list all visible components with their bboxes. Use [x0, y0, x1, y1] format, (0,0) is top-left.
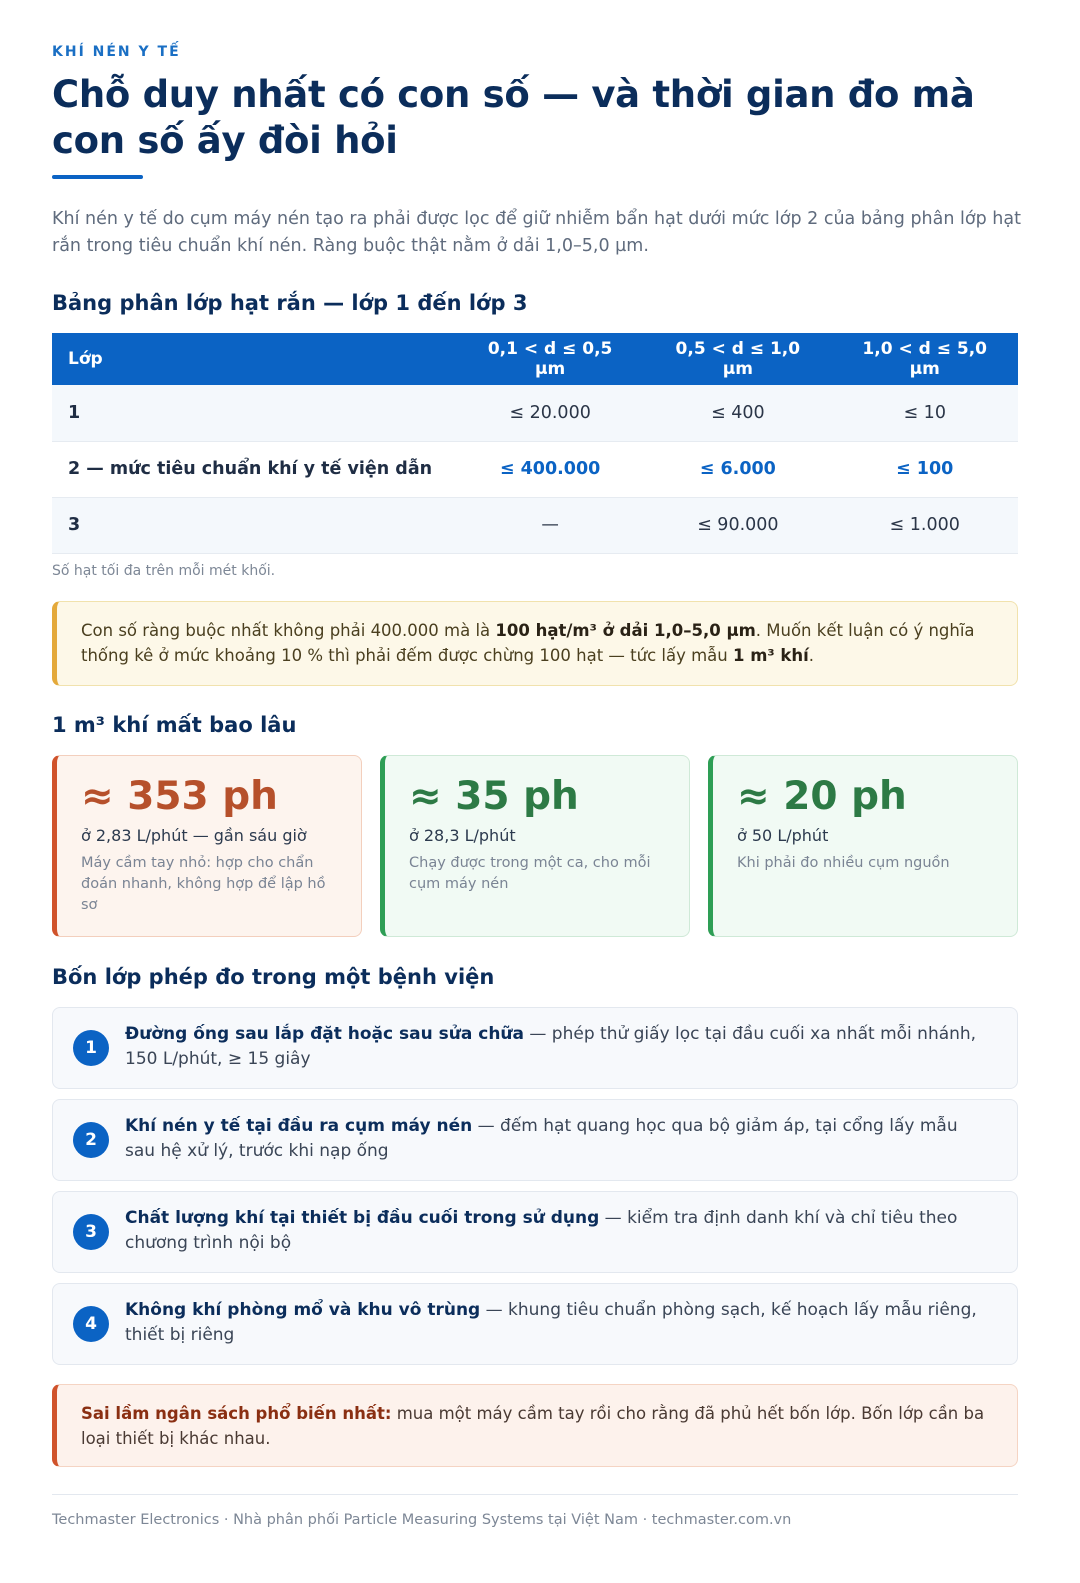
table-heading: Bảng phân lớp hạt rắn — lớp 1 đến lớp 3 [52, 291, 528, 315]
column-header: 1,0 < d ≤ 5,0 µm [831, 333, 1018, 385]
page-title: Chỗ duy nhất có con số — và thời gian đo mà con số ấy đòi hỏi [52, 73, 975, 162]
step-text: — phép thử giấy lọc tại đầu cuối xa nhất mỗi nhánh, 150 L/phút, ≥ 15 giây [125, 1024, 977, 1069]
title-underline [52, 175, 143, 179]
duration-value: ≈ 20 ph [737, 774, 907, 819]
callout-text: Con số ràng buộc nhất không phải 400.000 mà là [81, 621, 496, 640]
table-cell: ≤ 20.000 [456, 385, 644, 441]
table-cell: ≤ 400 [644, 385, 831, 441]
table-footnote: Số hạt tối đa trên mỗi mét khối. [52, 563, 276, 579]
table-cell-class: 1 [52, 385, 456, 441]
duration-card [52, 755, 362, 937]
lead-paragraph: Khí nén y tế do cụm máy nén tạo ra phải được lọc để giữ nhiễm bẩn hạt dưới mức lớp 2 của bảng phân lớp hạt rắn trong tiêu chuẩn khí nén. Ràng buộc thật nằm ở dải 1,0–5,0 µm. [52, 209, 1021, 256]
flow-rate: ở 50 L/phút [737, 826, 829, 845]
card-description: Chạy được trong một ca, cho mỗi cụm máy nén [409, 855, 651, 892]
table-row-highlighted [52, 441, 1018, 497]
callout-text: . Muốn kết luận có ý nghĩa thống kê ở mức khoảng 10 % thì phải đếm được chừng 100 hạt — tức lấy mẫu [81, 621, 975, 665]
particle-class-table [52, 333, 1018, 554]
callout-emphasis: 1 m³ khí [732, 646, 809, 665]
card-description: Máy cầm tay nhỏ: hợp cho chẩn đoán nhanh, không hợp để lập hồ sơ [81, 855, 326, 913]
measurement-layer-item [52, 1007, 1018, 1089]
step-number-badge: 4 [73, 1306, 109, 1342]
step-title: Chất lượng khí tại thiết bị đầu cuối trong sử dụng [125, 1208, 600, 1228]
table-cell-class: 3 [52, 497, 456, 553]
step-text: — đếm hạt quang học qua bộ giảm áp, tại cổng lấy mẫu sau hệ xử lý, trước khi nạp ống [125, 1116, 958, 1161]
error-callout [52, 1384, 1018, 1467]
footer-text: Techmaster Electronics · Nhà phân phối Particle Measuring Systems tại Việt Nam · techmaster.com.vn [52, 1512, 792, 1528]
column-header: 0,5 < d ≤ 1,0 µm [644, 333, 831, 385]
table-cell: ≤ 10 [831, 385, 1018, 441]
measurement-layer-item [52, 1283, 1018, 1365]
step-text: — khung tiêu chuẩn phòng sạch, kế hoạch lấy mẫu riêng, thiết bị riêng [125, 1300, 977, 1345]
flow-rate: ở 28,3 L/phút [409, 826, 516, 845]
table-cell: ≤ 6.000 [644, 441, 831, 497]
table-cell: ≤ 1.000 [831, 497, 1018, 553]
measurement-layer-item [52, 1191, 1018, 1273]
measurement-layer-item [52, 1099, 1018, 1181]
duration-heading: 1 m³ khí mất bao lâu [52, 713, 297, 737]
table-cell: ≤ 90.000 [644, 497, 831, 553]
eyebrow-label: KHÍ NÉN Y TẾ [52, 44, 181, 60]
table-header-row [52, 333, 1018, 385]
duration-card [708, 755, 1018, 937]
table-row [52, 497, 1018, 553]
duration-value: ≈ 35 ph [409, 774, 579, 819]
footer-divider [52, 1494, 1018, 1495]
flow-rate: ở 2,83 L/phút — gần sáu giờ [81, 826, 307, 845]
table-cell-class: 2 — mức tiêu chuẩn khí y tế viện dẫn [52, 441, 456, 497]
step-title: Khí nén y tế tại đầu ra cụm máy nén [125, 1116, 473, 1136]
table-cell: — [456, 497, 644, 553]
table-cell: ≤ 400.000 [456, 441, 644, 497]
column-header: Lớp [52, 333, 456, 385]
step-title: Không khí phòng mổ và khu vô trùng [125, 1300, 481, 1320]
duration-card [380, 755, 690, 937]
step-text: — kiểm tra định danh khí và chỉ tiêu theo chương trình nội bộ [125, 1208, 958, 1253]
warning-callout [52, 601, 1018, 686]
step-number-badge: 2 [73, 1122, 109, 1158]
layers-heading: Bốn lớp phép đo trong một bệnh viện [52, 965, 495, 989]
card-description: Khi phải đo nhiều cụm nguồn [737, 855, 950, 871]
table-row [52, 385, 1018, 441]
column-header: 0,1 < d ≤ 0,5 µm [456, 333, 644, 385]
callout-emphasis: 100 hạt/m³ ở dải 1,0–5,0 µm [495, 621, 756, 640]
callout-text: mua một máy cầm tay rồi cho rằng đã phủ hết bốn lớp. Bốn lớp cần ba loại thiết bị khác nhau. [81, 1404, 985, 1448]
step-title: Đường ống sau lắp đặt hoặc sau sửa chữa [125, 1024, 524, 1044]
callout-text: . [808, 646, 814, 665]
table-cell: ≤ 100 [831, 441, 1018, 497]
step-number-badge: 1 [73, 1030, 109, 1066]
step-number-badge: 3 [73, 1214, 109, 1250]
callout-emphasis: Sai lầm ngân sách phổ biến nhất: [81, 1404, 392, 1423]
duration-value: ≈ 353 ph [81, 774, 278, 819]
